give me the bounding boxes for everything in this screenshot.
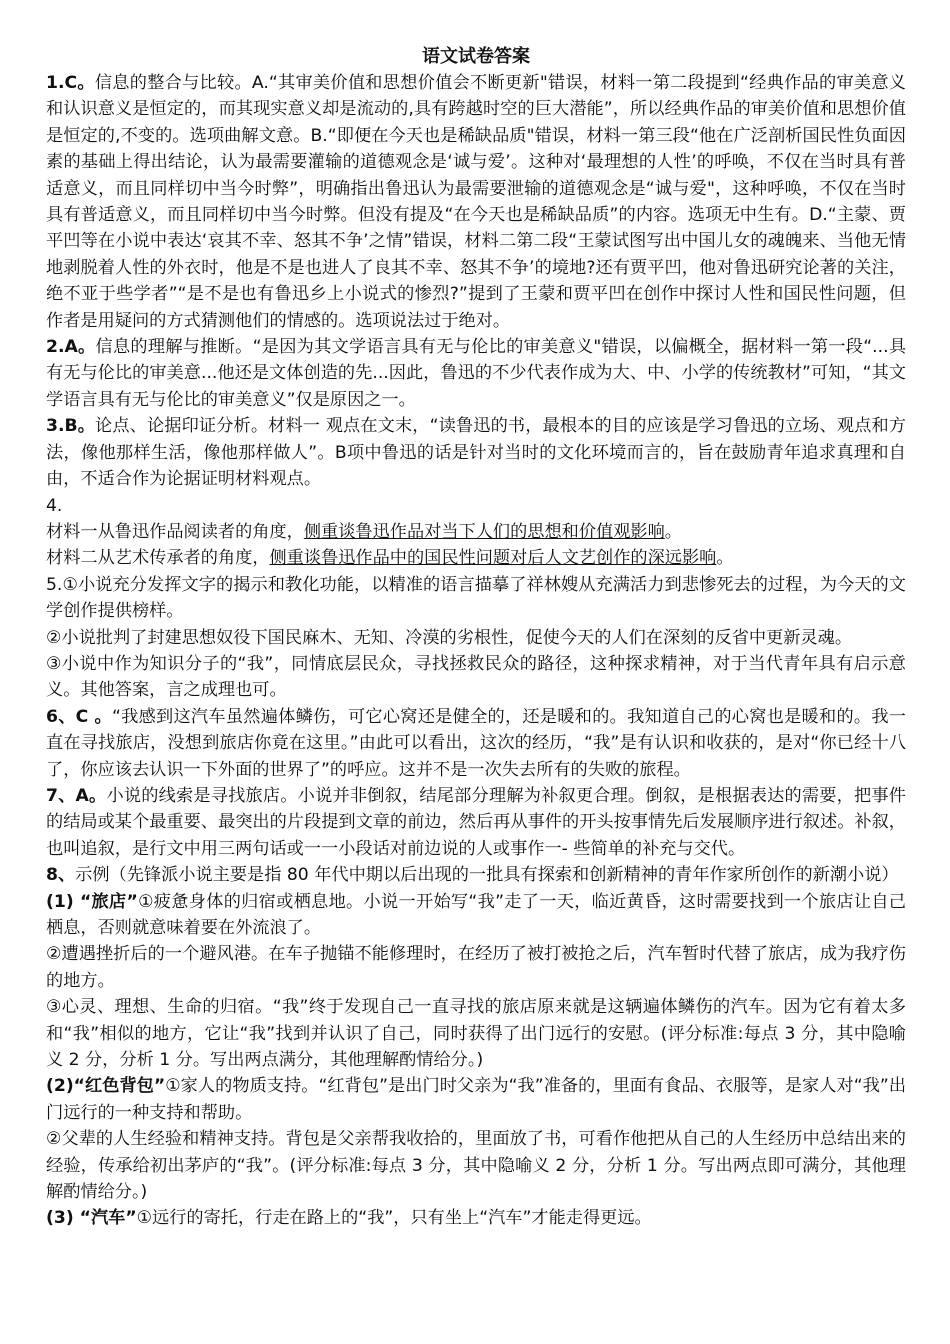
answer-4-line-1-post: 。 <box>664 521 682 542</box>
answer-4-line-1-pre: 材料一从鲁迅作品阅读者的角度， <box>46 521 304 542</box>
answer-8-item-2-point-2: ②父辈的人生经验和精神支持。背包是父亲帮我收拾的，里面放了书，可看作他把从自己的人生经历中总结出来的经验，传承给初出茅庐的“我”。(评分标准:每点 3 分，其中隐喻义 2 分，分析 1 分。写出两点即可满分，其他理解酌情给分。) <box>46 1129 906 1203</box>
answer-4-line-2 <box>46 545 906 571</box>
answer-5-point-1 <box>46 572 906 625</box>
answer-2-label: 2.A。 <box>46 337 96 358</box>
answer-1-text: 信息的整合与比较。A.“其审美价值和思想价值会不断更新"错误，材料一第二段提到“经典作品的审美意义和认识意义是恒定的，而其现实意义却是流动的,具有跨越时空的巨大潜能”，所以经典作品的审美价值和思想价值是恒定的,不变的。选项曲解文意。B.“即便在今天也是稀缺品质"错误，材料一第三段“他在广泛剖析国民性负面因素的基础上得出结论，认为最需要灌输的道德观念是‘诚与爱’。这种对‘最理想的人性’的呼唤，不仅在当时具有普适意义，而且同样切中当今时弊”，明确指出鲁迅认为最需要泄输的道德观念是“诚与爱"，这种呼唤，不仅在当时具有普适意义，而且同样切中当今时弊。但没有提及“在今天也是稀缺品质”的内容。选项无中生有。D.“主蒙、贾平凹等在小说中表达‘哀其不幸、怒其不争’之情”错误，材料二第二段“王蒙试图写出中国儿女的魂魄来、当他无情地剥脱着人性的外衣时，他是不是也进人了良其不幸、怒其不争’的境地?还有贾平凹，他对鲁迅研究论著的关注，绝不亚于些学者”“是不是也有鲁迅乡上小说式的惨烈?”提到了王蒙和贾平凹在创作中探讨人性和国民性问题，但作者是用疑问的方式猜测他们的情感的。选项说法过于绝对。 <box>46 73 906 331</box>
answer-8-item-1-point-2: ②遭遇挫折后的一个避风港。在车子抛锚不能修理时，在经历了被打被抢之后，汽车暂时代替了旅店，成为我疗伤的地方。 <box>46 944 906 991</box>
answer-8-label: 8、 <box>46 865 76 886</box>
answer-2-text: 信息的理解与推断。“是因为其文学语言具有无与伦比的审美意义"错误，以偏概全，据材料一第一段“...具有无与伦比的审美意...他还是文体创造的先...因此，鲁迅的不少代表作成为大、中、小学的传统教材”可知，“其文学语言具有无与伦比的审美意义”仅是原因之一。 <box>46 337 907 410</box>
answer-4-line-1 <box>46 519 906 545</box>
answer-8-item-3-label: (3) “汽车” <box>46 1208 137 1229</box>
answer-3-label: 3.B。 <box>46 416 96 437</box>
answer-document <box>46 44 906 1232</box>
page-title: 语文试卷答案 <box>422 46 530 67</box>
answer-4-line-2-post: 。 <box>716 548 734 569</box>
answer-2 <box>46 334 906 413</box>
answer-7 <box>46 783 906 862</box>
answer-6-label: 6、C 。 <box>46 706 112 727</box>
answer-8-item-2-point-1-text: ①家人的物质支持。“红背包”是出门时父亲为“我”准备的，里面有食品、衣服等，是家人对“我”出门远行的一种支持和帮助。 <box>46 1076 907 1123</box>
answer-4-line-2-pre: 材料二从艺术传承者的角度， <box>46 548 270 569</box>
answer-8-item-3-point-1 <box>46 1205 906 1231</box>
answer-6-text: “我感到这汽车虽然遍体鳞伤，可它心窝还是健全的，还是暖和的。我知道自己的心窝也是暖和的。我一直在寻找旅店，没想到旅店你竟在这里。”由此可以看出，这次的经历，“我”是有认识和收获的，是对“你已经十八了，你应该去认识一下外面的世界了”的呼应。这并不是一次失去所有的失败的旅程。 <box>46 706 906 780</box>
answer-3-text: 论点、论据印证分析。材料一 观点在文末，“读鲁迅的书，最根本的目的应该是学习鲁迅的立场、观点和方法，像他那样生活，像他那样做人”。B项中鲁迅的话是针对当时的文化环境而言的，旨在鼓励青年追求真理和自由，不适合作为论据证明材料观点。 <box>46 416 906 490</box>
answer-5-point-2: ②小说批判了封建思想奴役下国民麻木、无知、冷漠的劣根性，促使今天的人们在深刻的反省中更新灵魂。 <box>46 627 853 648</box>
answer-8-intro-text: 示例（先锋派小说主要是指 80 年代中期以后出现的一批具有探索和创新精神的青年作家所创作的新潮小说） <box>75 865 899 886</box>
answer-5-point-3: ③小说中作为知识分子的“我”，同情底层民众，寻找拯救民众的路径，这种探求精神，对于当代青年具有启示意义。其他答案，言之成理也可。 <box>46 653 906 701</box>
answer-8-item-2-label: (2)“红色背包” <box>46 1076 166 1097</box>
answer-6 <box>46 704 906 783</box>
answer-3 <box>46 413 906 492</box>
answer-5-label: 5. <box>46 574 63 595</box>
answer-8-intro <box>46 862 906 888</box>
answer-8-item-3-point-1-text: ①远行的寄托，行走在路上的“我”，只有坐上“汽车”才能走得更远。 <box>136 1208 652 1229</box>
answer-8-item-1-point-3: ③心灵、理想、生命的归宿。“我”终于发现自己一直寻找的旅店原来就是这辆遍体鳞伤的汽车。因为它有着太多和“我”相似的地方，它让“我”找到并认识了自己，同时获得了出门远行的安慰。(评分标准:每点 3 分，其中隐喻义 2 分，分析 1 分。写出两点满分，其他理解酌情给分。) <box>46 997 906 1071</box>
answer-5-point-1-text: ①小说充分发挥文字的揭示和教化功能，以精准的语言描摹了祥林嫂从充满活力到悲惨死去的过程，为今天的文学创作提供榜样。 <box>46 574 906 622</box>
answer-8-item-1-point-1 <box>46 889 906 942</box>
answer-7-text: 小说的线索是寻找旅店。小说并非倒叙，结尾部分理解为补叙更合理。倒叙，是根据表达的需要，把事件的结局或某个最重要、最突出的片段提到文章的前边，然后再从事件的开头按事情先后发展顺序进行叙述。补叙，也叫追叙，是行文中用三两句话或一一小段话对前边说的人或事作一- 些简单的补充与交代。 <box>46 785 906 859</box>
answer-8-item-1-point-1-text: ①疲惫身体的归宿或栖息地。小说一开始写“我”走了一天，临近黄昏，这时需要找到一个旅店让自己栖息，否则就意味着要在外流浪了。 <box>46 891 906 938</box>
answer-1-label: 1.C。 <box>46 73 95 93</box>
answer-1 <box>46 70 906 334</box>
answer-4-label: 4. <box>46 495 63 516</box>
answer-8-item-1-label: (1) “旅店” <box>46 891 138 912</box>
answer-7-label: 7、A。 <box>46 785 107 806</box>
answer-4-line-1-underlined: 侧重谈鲁迅作品对当下人们的思想和价值观影响 <box>303 521 665 542</box>
answer-4-line-2-underlined: 侧重谈鲁迅作品中的国民性问题对后人文艺创作的深远影响 <box>269 548 717 569</box>
answer-8-item-2-point-1 <box>46 1073 906 1126</box>
